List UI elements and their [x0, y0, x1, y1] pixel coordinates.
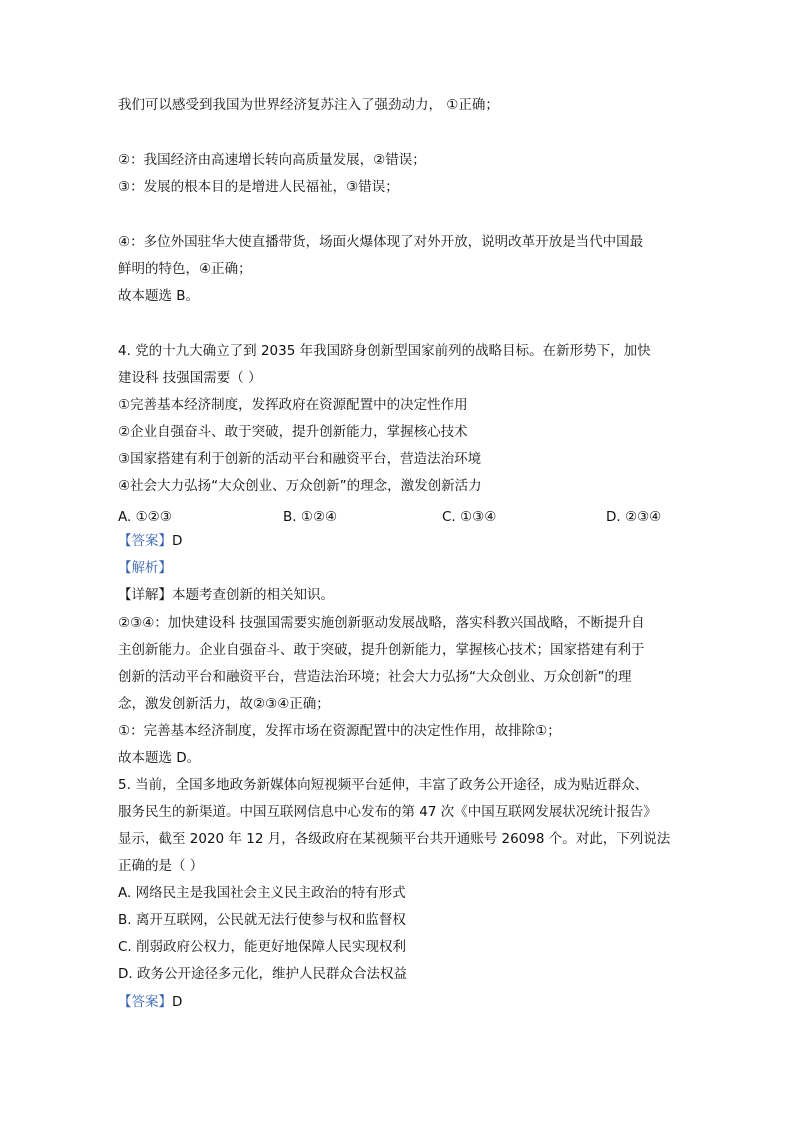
- option-a: A. ①②③: [118, 509, 172, 525]
- answer-line: [118, 532, 182, 550]
- option-c: C. 削弱政府公权力，能更好地保障人民实现权利: [118, 939, 407, 955]
- analysis-line: ②：我国经济由高速增长转向高质量发展，②错误；: [118, 152, 426, 168]
- question-5-stem: 5. 当前，全国多地政务新媒体向短视频平台延伸，丰富了政务公开途径，成为贴近群众、: [118, 777, 649, 793]
- question-5-stem-cont: 显示，截至 2020 年 12 月，各级政府在某视频平台共开通账号 26098 个。对此，下列说法: [118, 831, 671, 847]
- question-5-stem-cont: 正确的是（ ）: [118, 858, 204, 874]
- option-b: B. ①②④: [283, 509, 338, 525]
- option-d: D. ②③④: [606, 509, 662, 525]
- conclusion-line: 故本题选 B。: [118, 288, 200, 304]
- explanation-line: 创新的活动平台和融资平台，营造法治环境；社会大力弘扬“大众创业、万众创新”的理: [118, 669, 632, 685]
- analysis-line: 我们可以感受到我国为世界经济复苏注入了强劲动力， ①正确；: [118, 97, 499, 113]
- question-4-stem: 4. 党的十九大确立了到 2035 年我国跻身创新型国家前列的战略目标。在新形势下，加快: [118, 343, 651, 359]
- explanation-line: ②③④：加快建设科 技强国需要实施创新驱动发展战略，落实科教兴国战略，不断提升自: [118, 615, 645, 631]
- option-a: A. 网络民主是我国社会主义民主政治的特有形式: [118, 885, 406, 901]
- option-b: B. 离开互联网，公民就无法行使参与权和监督权: [118, 912, 406, 928]
- answer-tag: 【答案】: [118, 533, 172, 549]
- detail-tag: 【详解】: [118, 587, 172, 603]
- answer-value: D: [172, 994, 183, 1010]
- explanation-line: 主创新能力。企业自强奋斗、敢于突破，提升创新能力，掌握核心技术；国家搭建有利于: [118, 642, 645, 658]
- detail-line: [118, 586, 334, 604]
- explanation-line: ①：完善基本经济制度，发挥市场在资源配置中的决定性作用，故排除①；: [118, 723, 561, 739]
- explanation-line: 念，激发创新活力，故②③④正确；: [118, 696, 330, 712]
- answer-tag: 【答案】: [118, 994, 172, 1010]
- analysis-line: ④：多位外国驻华大使直播带货，场面火爆体现了对外开放，说明改革开放是当代中国最: [118, 234, 644, 250]
- conclusion-line: 故本题选 D。: [118, 750, 201, 766]
- statement-4: ④社会大力弘扬“大众创业、万众创新”的理念，激发创新活力: [118, 478, 482, 494]
- statement-3: ③国家搭建有利于创新的活动平台和融资平台，营造法治环境: [118, 451, 482, 467]
- answer-value: D: [172, 533, 183, 549]
- statement-2: ②企业自强奋斗、敢于突破，提升创新能力，掌握核心技术: [118, 424, 468, 440]
- question-4-stem-cont: 建设科 技强国需要（ ）: [118, 370, 262, 386]
- analysis-heading: [118, 559, 172, 577]
- analysis-line: ③：发展的根本目的是增进人民福祉，③错误；: [118, 179, 399, 195]
- answer-line: [118, 993, 182, 1011]
- option-c: C. ①③④: [442, 509, 497, 525]
- question-5-stem-cont: 服务民生的新渠道。中国互联网信息中心发布的第 47 次《中国互联网发展状况统计报告》: [118, 804, 657, 820]
- option-d: D. 政务公开途径多元化，维护人民群众合法权益: [118, 966, 407, 982]
- statement-1: ①完善基本经济制度，发挥政府在资源配置中的决定性作用: [118, 397, 468, 413]
- analysis-line: 鲜明的特色，④正确；: [118, 261, 252, 277]
- detail-text: 本题考查创新的相关知识。: [172, 587, 334, 603]
- analysis-tag: 【解析】: [118, 560, 172, 576]
